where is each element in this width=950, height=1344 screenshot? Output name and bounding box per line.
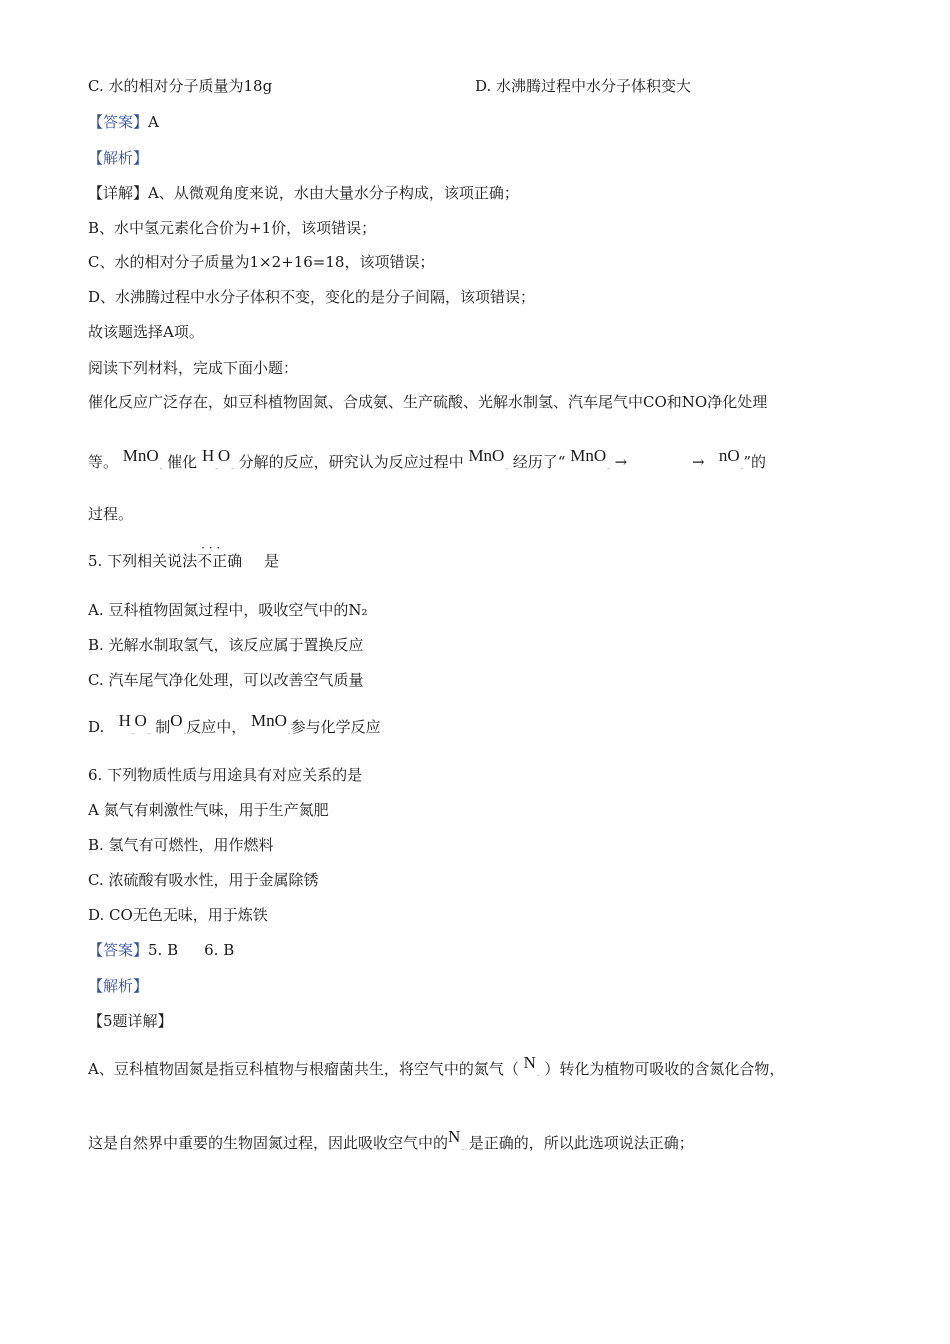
formula-mno2-d-text: MnO: [251, 711, 287, 730]
q4-detail-b: B、水中氢元素化合价为+1价，该项错误；: [88, 219, 377, 237]
formula-h2o2-h: H: [201, 446, 215, 465]
q4-answer: [88, 112, 159, 132]
q5-stem: [88, 551, 279, 571]
formula-n2-b-text: N: [448, 1127, 461, 1146]
answer-5: 5. B: [148, 941, 179, 959]
q6-stem: 6. 下列物质性质与用途具有对应关系的是: [88, 766, 363, 784]
detail-5-line-2: [88, 1127, 694, 1156]
detail-5-line-1-start: A、豆科植物固氮是指豆科植物与根瘤菌共生，将空气中的氮气（: [88, 1060, 519, 1078]
answer-6: 6. B: [204, 941, 235, 959]
formula-mno2-b-text: MnO: [468, 446, 505, 465]
material-intro: 阅读下列材料，完成下面小题：: [88, 359, 299, 377]
q5-option-b: B. 光解水制取氢气，该反应属于置换反应: [88, 636, 364, 654]
q5-stem-emphasis: · · · 不正确: [197, 552, 242, 570]
formula-mno2-c: MnO$_-$: [570, 446, 610, 473]
detail-5-label: 【5题详解】: [88, 1012, 173, 1030]
formula-mno2-b: MnO$_-$: [468, 446, 509, 473]
formula-h2o2-o: O: [217, 446, 231, 465]
formula-n2-text: N: [523, 1053, 536, 1072]
detail-5-line-2-end: 是正确的，所以此选项说法正确；: [468, 1134, 694, 1152]
q4-detail-d: D、水沸腾过程中水分子体积不变，变化的是分子间隔，该项错误；: [88, 288, 536, 306]
q4-conclusion: 故该题选择A项。: [88, 323, 204, 341]
formula-o2: $O_-$: [170, 711, 187, 738]
q4-analysis-label: 【解析】: [88, 149, 149, 167]
formula-n2-b: $N_-$: [448, 1127, 464, 1154]
material-para-2: [88, 446, 766, 475]
p2-decompose: 分解的反应，研究认为反应过程中: [238, 453, 464, 471]
formula-h2o2: $H_-O_-$: [201, 446, 234, 473]
q5-option-a: A. 豆科植物固氮过程中，吸收空气中的N₂: [88, 601, 368, 619]
q5-option-d: [88, 711, 381, 740]
formula-mno2-text: MnO: [122, 446, 159, 465]
formula-no: $nO_-$: [718, 446, 744, 473]
q6-option-b: B. 氢气有可燃性，用作燃料: [88, 836, 274, 854]
answers-analysis-label: 【解析】: [88, 977, 149, 995]
answers-row: [88, 940, 234, 960]
p2-start: 等。: [88, 453, 119, 471]
q6-option-c: C. 浓硫酸有吸水性，用于金属除锈: [88, 871, 319, 889]
material-para-1: 催化反应广泛存在，如豆科植物固氮、合成氨、生产硫酸、光解水制氢、汽车尾气中CO和NO净化处理: [88, 393, 768, 411]
formula-mno2: MnO$_-$: [122, 446, 163, 473]
arrow-2: →: [691, 453, 705, 471]
q4-detail-c: C、水的相对分子质量为1×2+16=18，该项错误；: [88, 253, 435, 271]
formula-n2: $N_-$: [523, 1053, 540, 1080]
formula-h2o2-d: $H_-O_-$: [118, 711, 151, 738]
q4-option-d: D. 水沸腾过程中水分子体积变大: [475, 77, 692, 95]
detail-5-line-2-start: 这是自然界中重要的生物固氮过程，因此吸收空气中的: [88, 1134, 449, 1152]
formula-h2o2-d-h: H: [118, 711, 131, 730]
q5-option-d-make: 制: [155, 718, 171, 736]
p2-catalyze: 催化: [167, 453, 198, 471]
q4-option-c-text: C. 水的相对分子质量为18g: [88, 77, 273, 95]
material-para-3: 过程。: [88, 505, 134, 523]
detail-5-line-1-end: ）转化为植物可吸收的含氮化合物，: [544, 1060, 785, 1078]
q5-option-d-end: 参与化学反应: [290, 718, 381, 736]
q5-stem-end: 是: [264, 552, 280, 570]
answer-label: 【答案】: [88, 113, 149, 131]
answer-value: A: [148, 113, 159, 131]
q5-stem-start: 5. 下列相关说法: [88, 552, 198, 570]
formula-mno2-c-text: MnO: [570, 446, 607, 465]
detail-a-text: A、从微观角度来说，水由大量水分子构成，该项正确；: [148, 184, 519, 202]
p2-end: ”的: [743, 453, 766, 471]
q6-option-a: A 氮气有刺激性气味，用于生产氮肥: [88, 801, 329, 819]
q6-option-d: D. CO无色无味，用于炼铁: [88, 906, 268, 924]
q5-option-d-mid: 反应中，: [186, 718, 247, 736]
q4-option-c: [88, 76, 692, 96]
detail-5-line-1: [88, 1053, 785, 1082]
arrow-1: →: [614, 453, 628, 471]
formula-h2o2-d-o: O: [134, 711, 147, 730]
q5-option-d-start: D.: [88, 718, 105, 736]
q5-option-c: C. 汽车尾气净化处理，可以改善空气质量: [88, 671, 364, 689]
answers-label: 【答案】: [88, 941, 149, 959]
p2-went: 经历了“: [512, 453, 566, 471]
q4-detail-a: [88, 183, 519, 203]
formula-mno2-d: MnO$_-$: [251, 711, 291, 738]
formula-o2-text: O: [170, 711, 183, 730]
detail-label: 【详解】: [88, 184, 149, 202]
formula-no-text: nO: [718, 446, 740, 465]
